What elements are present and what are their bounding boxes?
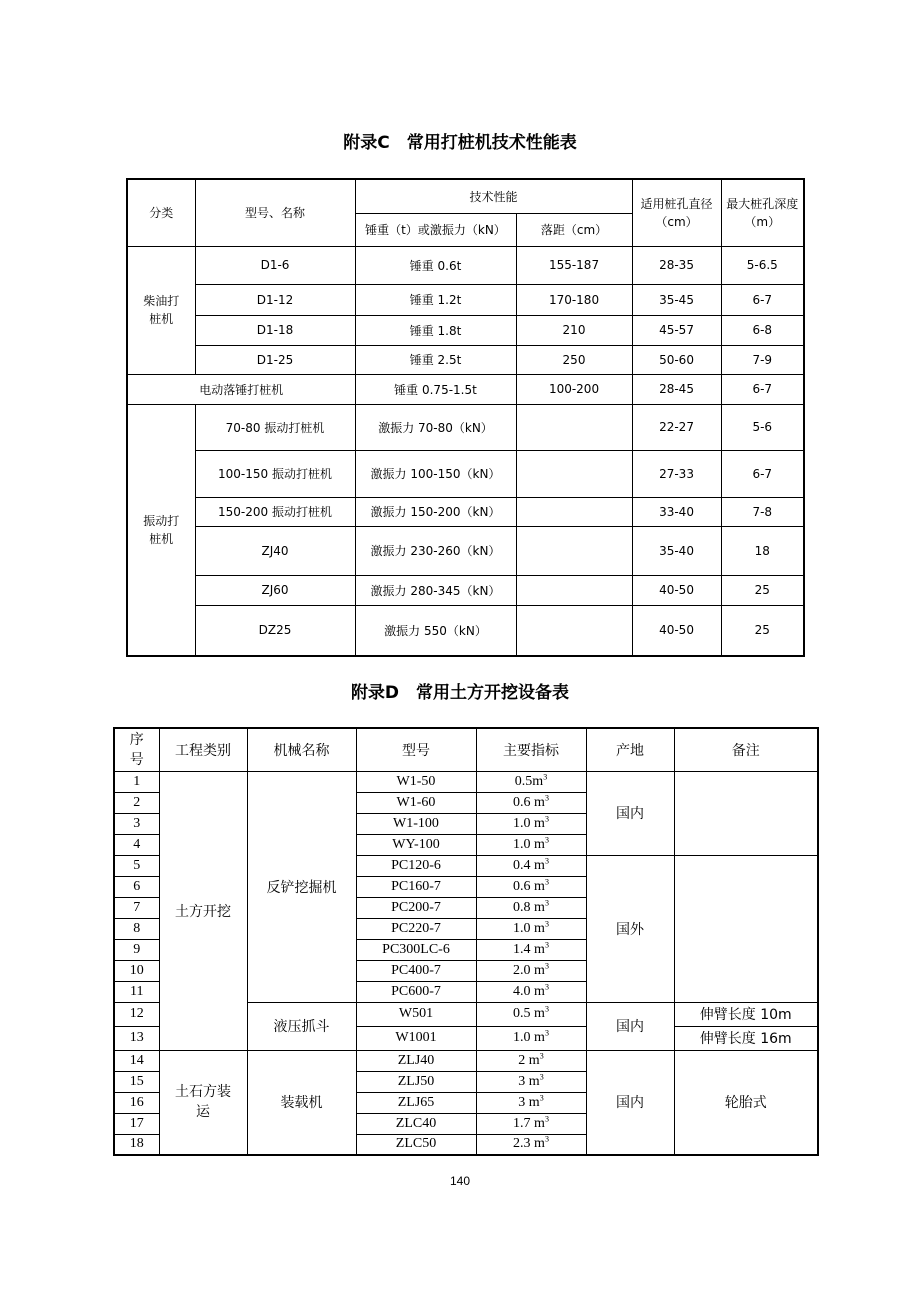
cell-diameter: 40-50	[632, 575, 721, 605]
cell-depth: 6-8	[721, 315, 804, 345]
cell-depth: 18	[721, 526, 804, 575]
cell-no: 13	[114, 1026, 159, 1050]
table-row	[127, 404, 804, 450]
cell-model: W1-60	[356, 792, 476, 813]
cell-depth: 5-6.5	[721, 246, 804, 284]
cell-model: ZLC50	[356, 1134, 476, 1155]
header-machine: 机械名称	[247, 728, 356, 771]
cell-spec: 1.0 $m^3$	[476, 813, 586, 834]
table-row	[127, 374, 804, 404]
table-row	[127, 246, 804, 284]
cell-spec: $0.5m^3$	[476, 771, 586, 792]
origin-domestic: 国内	[586, 1050, 674, 1155]
cell-diameter: 40-50	[632, 605, 721, 656]
cell-diameter: 28-45	[632, 374, 721, 404]
cell-weight: 激振力 280-345（kN）	[355, 575, 516, 605]
cell-spec: 0.8 $m^3$	[476, 897, 586, 918]
table-row	[127, 450, 804, 497]
appendix-d-title: 附录D 常用土方开挖设备表	[350, 683, 570, 703]
machine-loader: 装载机	[247, 1050, 356, 1155]
cell-model: W1001	[356, 1026, 476, 1050]
table-row	[114, 1050, 818, 1071]
category-diesel: 柴油打桩机	[127, 246, 195, 374]
table-row	[127, 497, 804, 526]
cell-diameter: 45-57	[632, 315, 721, 345]
cell-model: 150-200 振动打桩机	[195, 497, 355, 526]
header-drop: 落距（cm）	[516, 213, 632, 246]
cell-no: 10	[114, 960, 159, 981]
cell-model: ZLJ50	[356, 1071, 476, 1092]
cell-diameter: 50-60	[632, 345, 721, 374]
table-row	[127, 575, 804, 605]
cell-model: W1-100	[356, 813, 476, 834]
header-spec: 主要指标	[476, 728, 586, 771]
cell-no: 9	[114, 939, 159, 960]
cell-no: 6	[114, 876, 159, 897]
appendix-c-title: 附录C 常用打桩机技术性能表	[343, 133, 577, 153]
header-model: 型号	[356, 728, 476, 771]
cell-no: 5	[114, 855, 159, 876]
cell-spec: 0.6 $m^3$	[476, 876, 586, 897]
cell-model: WY-100	[356, 834, 476, 855]
cell-model: D1-25	[195, 345, 355, 374]
cell-spec: 3 $m^3$	[476, 1071, 586, 1092]
cell-model: ZLJ40	[356, 1050, 476, 1071]
header-type: 工程类别	[159, 728, 247, 771]
cell-no: 11	[114, 981, 159, 1002]
cell-model: ZLC40	[356, 1113, 476, 1134]
cell-spec: 2.3 $m^3$	[476, 1134, 586, 1155]
cell-model: 70-80 振动打桩机	[195, 404, 355, 450]
cell-diameter: 35-45	[632, 284, 721, 315]
cell-diameter: 22-27	[632, 404, 721, 450]
cell-weight: 锤重 1.8t	[355, 315, 516, 345]
cell-note: 轮胎式	[674, 1050, 818, 1155]
cell-no: 15	[114, 1071, 159, 1092]
header-depth: 最大桩孔深度（m）	[721, 179, 804, 246]
cell-model: PC200-7	[356, 897, 476, 918]
cell-model: ZLJ65	[356, 1092, 476, 1113]
cell-no: 18	[114, 1134, 159, 1155]
cell-weight: 激振力 230-260（kN）	[355, 526, 516, 575]
origin-foreign: 国外	[586, 855, 674, 1002]
cell-no: 17	[114, 1113, 159, 1134]
cell-weight: 激振力 70-80（kN）	[355, 404, 516, 450]
cell-no: 2	[114, 792, 159, 813]
table-header-row	[127, 179, 804, 213]
header-model: 型号、名称	[195, 179, 355, 246]
cell-model: W501	[356, 1002, 476, 1026]
type-excavation: 土方开挖	[159, 771, 247, 1050]
cell-spec: 3 $m^3$	[476, 1092, 586, 1113]
table-row	[127, 284, 804, 315]
cell-depth: 6-7	[721, 374, 804, 404]
header-diameter: 适用桩孔直径（cm）	[632, 179, 721, 246]
cell-model: D1-12	[195, 284, 355, 315]
cell-spec: 1.0 $m^3$	[476, 918, 586, 939]
cell-drop: 170-180	[516, 284, 632, 315]
cell-model: W1-50	[356, 771, 476, 792]
cell-no: 1	[114, 771, 159, 792]
cell-drop: 100-200	[516, 374, 632, 404]
cell-model: PC400-7	[356, 960, 476, 981]
table-row	[127, 345, 804, 374]
cell-no: 8	[114, 918, 159, 939]
header-seq: 序号	[114, 728, 159, 771]
cell-note	[674, 771, 818, 855]
header-origin: 产地	[586, 728, 674, 771]
earthwork-equipment-table	[113, 727, 819, 1156]
cell-depth: 25	[721, 605, 804, 656]
cell-drop	[516, 497, 632, 526]
cell-depth: 6-7	[721, 284, 804, 315]
cell-drop	[516, 605, 632, 656]
cell-spec: 0.4 $m^3$	[476, 855, 586, 876]
cell-weight: 锤重 0.75-1.5t	[355, 374, 516, 404]
cell-drop: 250	[516, 345, 632, 374]
cell-spec: 0.6 $m^3$	[476, 792, 586, 813]
cell-model: PC160-7	[356, 876, 476, 897]
cell-note: 伸臂长度 10m	[674, 1002, 818, 1026]
cell-diameter: 35-40	[632, 526, 721, 575]
cell-no: 16	[114, 1092, 159, 1113]
cell-model: ZJ60	[195, 575, 355, 605]
cell-model: PC600-7	[356, 981, 476, 1002]
cell-drop	[516, 404, 632, 450]
header-tech: 技术性能	[355, 179, 632, 213]
header-weight: 锤重（t）或激振力（kN）	[355, 213, 516, 246]
type-loading: 土石方装运	[159, 1050, 247, 1155]
table-row	[127, 605, 804, 656]
cell-drop: 155-187	[516, 246, 632, 284]
cell-spec: 2 $m^3$	[476, 1050, 586, 1071]
cell-no: 7	[114, 897, 159, 918]
cell-depth: 6-7	[721, 450, 804, 497]
cell-depth: 5-6	[721, 404, 804, 450]
table-row	[127, 315, 804, 345]
cell-no: 4	[114, 834, 159, 855]
header-note: 备注	[674, 728, 818, 771]
cell-spec: 2.0 $m^3$	[476, 960, 586, 981]
pile-driver-table	[126, 178, 805, 657]
cell-weight: 锤重 2.5t	[355, 345, 516, 374]
cell-weight: 激振力 550（kN）	[355, 605, 516, 656]
cell-model: PC220-7	[356, 918, 476, 939]
category-vibro: 振动打桩机	[127, 404, 195, 656]
origin-domestic: 国内	[586, 771, 674, 855]
cell-model: PC120-6	[356, 855, 476, 876]
cell-spec: 1.7 $m^3$	[476, 1113, 586, 1134]
machine-grab: 液压抓斗	[247, 1002, 356, 1050]
cell-spec: 0.5 $m^3$	[476, 1002, 586, 1026]
table-row	[127, 526, 804, 575]
cell-drop: 210	[516, 315, 632, 345]
table-header-row	[114, 728, 818, 771]
machine-backhoe: 反铲挖掘机	[247, 771, 356, 1002]
cell-no: 14	[114, 1050, 159, 1071]
cell-model: PC300LC-6	[356, 939, 476, 960]
cell-spec: 1.4 $m^3$	[476, 939, 586, 960]
cell-spec: 4.0 $m^3$	[476, 981, 586, 1002]
cell-diameter: 33-40	[632, 497, 721, 526]
cell-model: ZJ40	[195, 526, 355, 575]
table-row	[114, 771, 818, 792]
cell-weight: 锤重 1.2t	[355, 284, 516, 315]
cell-spec: 1.0 $m^3$	[476, 834, 586, 855]
cell-depth: 7-8	[721, 497, 804, 526]
header-category: 分类	[127, 179, 195, 246]
origin-domestic: 国内	[586, 1002, 674, 1050]
cell-depth: 7-9	[721, 345, 804, 374]
cell-weight: 激振力 100-150（kN）	[355, 450, 516, 497]
cell-model: DZ25	[195, 605, 355, 656]
cell-model: D1-18	[195, 315, 355, 345]
cell-diameter: 27-33	[632, 450, 721, 497]
cell-no: 12	[114, 1002, 159, 1026]
cell-diameter: 28-35	[632, 246, 721, 284]
cell-weight: 激振力 150-200（kN）	[355, 497, 516, 526]
category-electric: 电动落锤打桩机	[127, 374, 355, 404]
cell-model: D1-6	[195, 246, 355, 284]
cell-depth: 25	[721, 575, 804, 605]
cell-note	[674, 855, 818, 1002]
cell-drop	[516, 575, 632, 605]
cell-spec: 1.0 $m^3$	[476, 1026, 586, 1050]
cell-drop	[516, 450, 632, 497]
cell-no: 3	[114, 813, 159, 834]
cell-drop	[516, 526, 632, 575]
cell-model: 100-150 振动打桩机	[195, 450, 355, 497]
page-number: 140	[449, 1174, 471, 1188]
cell-weight: 锤重 0.6t	[355, 246, 516, 284]
cell-note: 伸臂长度 16m	[674, 1026, 818, 1050]
